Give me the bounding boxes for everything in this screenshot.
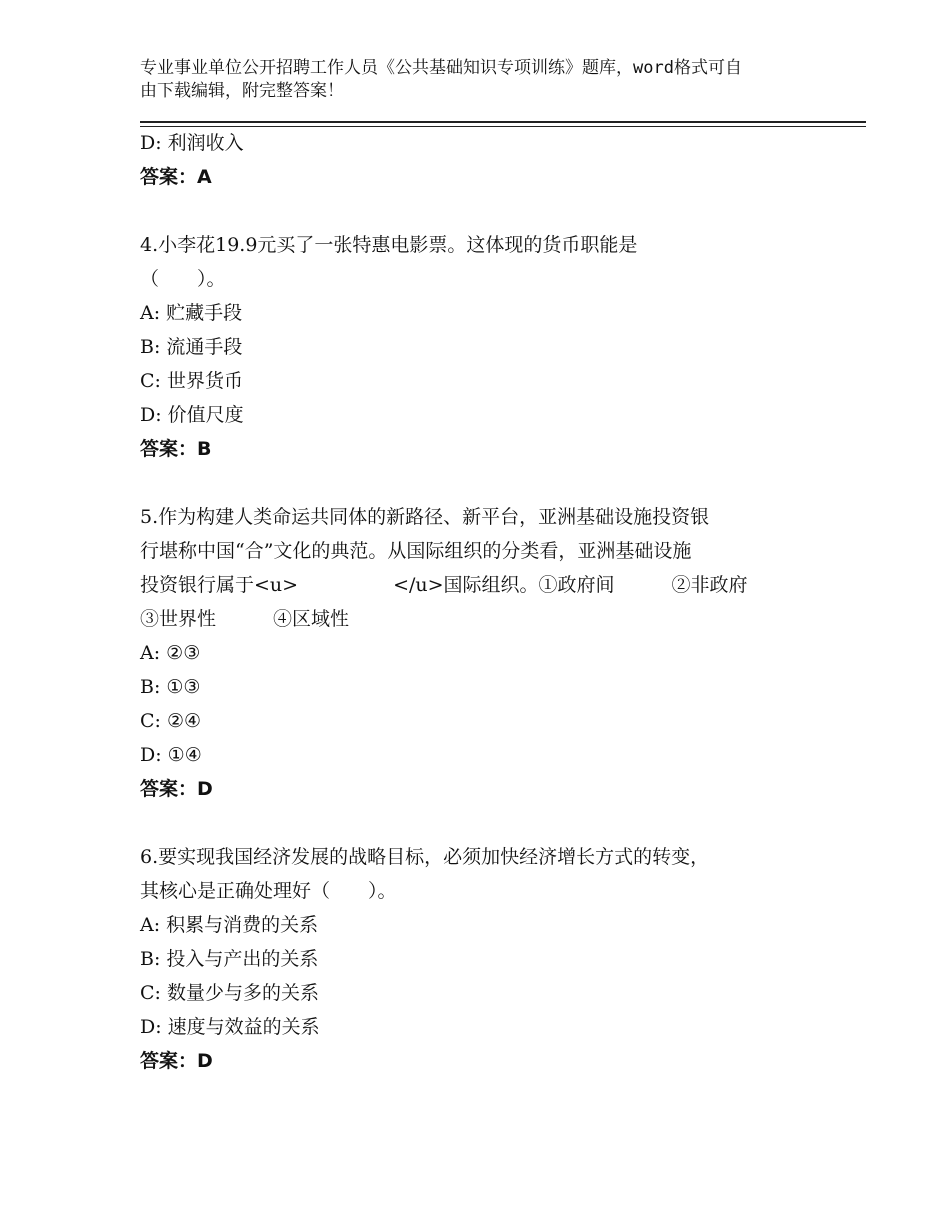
question-stem: 行堪称中国“合”文化的典范。从国际组织的分类看，亚洲基础设施 xyxy=(140,540,692,562)
previous-question xyxy=(140,126,830,194)
question-stem: 6.要实现我国经济发展的战略目标，必须加快经济增长方式的转变， xyxy=(140,846,710,868)
option-d: D: 速度与效益的关系 xyxy=(140,1016,320,1038)
question-stem: ③世界性 ④区域性 xyxy=(140,608,350,630)
question-content xyxy=(140,126,830,1078)
option-b: B: ①③ xyxy=(140,676,201,698)
option-c: C: 世界货币 xyxy=(140,370,243,392)
header-line-2: 由下载编辑，附完整答案！ xyxy=(140,81,344,101)
question-stem: （ ）。 xyxy=(140,268,226,290)
option-d: D: 价值尺度 xyxy=(140,404,244,426)
option-a: A: 贮藏手段 xyxy=(140,302,243,324)
question-stem: 其核心是正确处理好（ ）。 xyxy=(140,880,397,902)
question-stem: 5.作为构建人类命运共同体的新路径、新平台，亚洲基础设施投资银 xyxy=(140,506,710,528)
answer-label: 答案：A xyxy=(140,166,212,188)
header-rule-thick xyxy=(140,121,866,123)
question-6 xyxy=(140,840,830,1078)
option-d: D: ①④ xyxy=(140,744,202,766)
question-stem: 4.小李花19.9元买了一张特惠电影票。这体现的货币职能是 xyxy=(140,234,638,256)
option-c: C: 数量少与多的关系 xyxy=(140,982,319,1004)
option-b: B: 流通手段 xyxy=(140,336,243,358)
question-stem: 投资银行属于<u> </u>国际组织。①政府间 ②非政府 xyxy=(140,574,748,596)
question-5 xyxy=(140,500,830,806)
answer-label: 答案：B xyxy=(140,438,212,460)
question-4 xyxy=(140,228,830,466)
option-a: A: ②③ xyxy=(140,642,201,664)
option-c: C: ②④ xyxy=(140,710,202,732)
header-line-1: 专业事业单位公开招聘工作人员《公共基础知识专项训练》题库，word格式可自 xyxy=(140,58,742,78)
option-b: B: 投入与产出的关系 xyxy=(140,948,319,970)
page-header xyxy=(140,57,820,103)
answer-label: 答案：D xyxy=(140,778,213,800)
option-a: A: 积累与消费的关系 xyxy=(140,914,319,936)
answer-label: 答案：D xyxy=(140,1050,213,1072)
option-d: D: 利润收入 xyxy=(140,132,244,154)
